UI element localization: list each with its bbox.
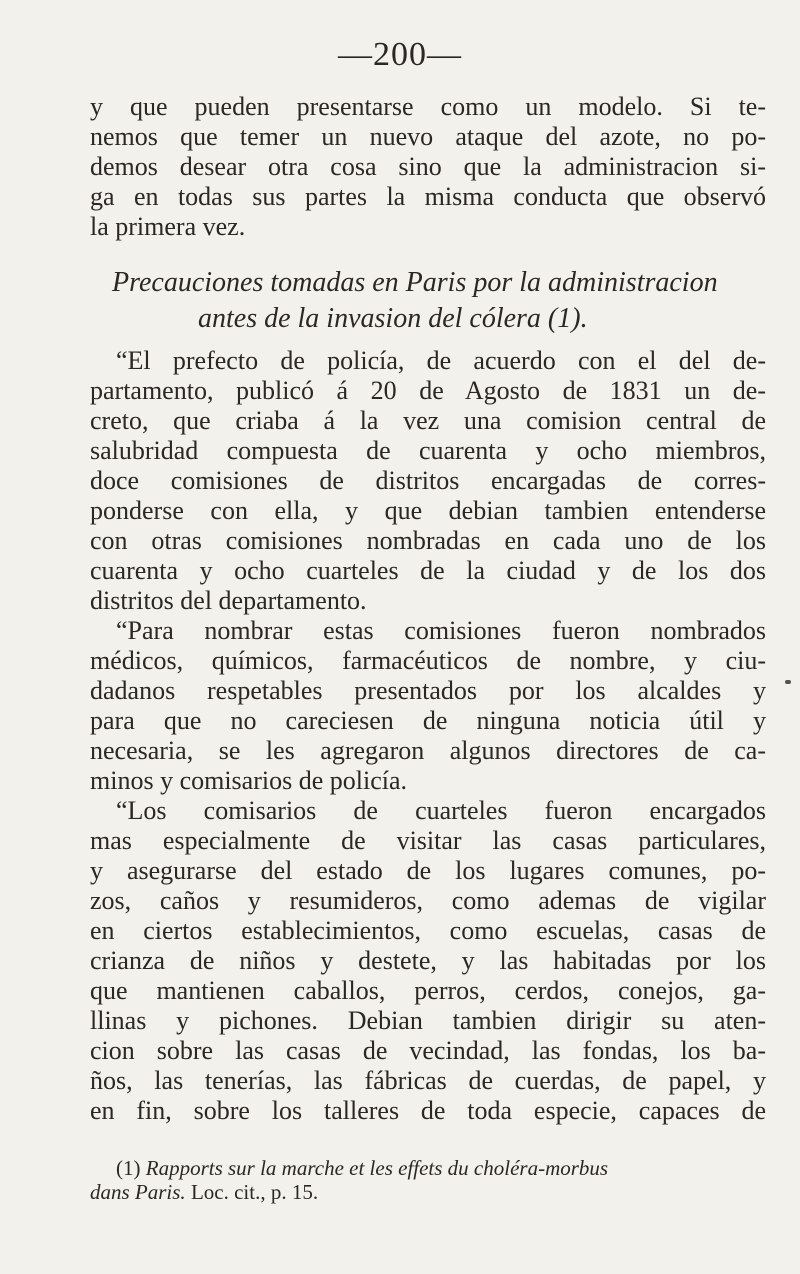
text-line: con otras comisiones nombradas en cada uno de los <box>90 526 766 555</box>
text-line: creto, que criaba á la vez una comision central de <box>90 406 766 435</box>
page-number: —200— <box>338 36 462 73</box>
ink-speck <box>785 680 791 684</box>
text-line: y que pueden presentarse como un modelo. Si te- <box>90 92 766 121</box>
text-line: zos, caños y resumideros, como ademas de vigilar <box>90 886 766 915</box>
text-line: minos y comisarios de policía. <box>90 766 408 795</box>
text-line: salubridad compuesta de cuarenta y ocho miembros, <box>90 436 766 465</box>
text-line: y asegurarse del estado de los lugares comunes, po- <box>90 856 766 885</box>
footnote-title-cont: dans Paris. <box>90 1180 186 1204</box>
text-line: para que no careciesen de ninguna noticia útil y <box>90 706 766 735</box>
text-line: llinas y pichones. Debian tambien dirigir su aten- <box>90 1006 766 1035</box>
footnote-reference: Loc. cit., p. 15. <box>190 1180 319 1204</box>
text-line: dadanos respetables presentados por los alcaldes y <box>90 676 766 705</box>
text-line: partamento, publicó á 20 de Agosto de 1831 un de- <box>90 376 766 405</box>
text-line: mas especialmente de visitar las casas particulares, <box>90 826 766 855</box>
paragraph-1 <box>90 92 766 242</box>
text-line: médicos, químicos, farmacéuticos de nombre, y ciu- <box>90 646 766 675</box>
text-line: crianza de niños y destete, y las habitadas por los <box>90 946 766 975</box>
paragraph-3 <box>90 616 766 796</box>
text-line: “El prefecto de policía, de acuerdo con el del de- <box>116 346 766 375</box>
text-line: que mantienen caballos, perros, cerdos, conejos, ga- <box>90 976 766 1005</box>
footnote <box>90 1156 766 1204</box>
paragraph-2 <box>90 346 766 616</box>
heading-line: Precauciones tomadas en Paris por la administracion <box>112 267 718 298</box>
text-line: doce comisiones de distritos encargadas de corres- <box>90 466 766 495</box>
text-line: ños, las tenerías, las fábricas de cuerdas, de papel, y <box>90 1066 766 1095</box>
footnote-line <box>90 1180 766 1204</box>
text-line: ga en todas sus partes la misma conducta que observó <box>90 182 766 211</box>
text-line: “Los comisarios de cuarteles fueron encargados <box>116 796 766 825</box>
text-line: cion sobre las casas de vecindad, las fondas, los ba- <box>90 1036 766 1065</box>
text-line: en ciertos establecimientos, como escuelas, casas de <box>90 916 766 945</box>
footnote-title: Rapports sur la marche et les effets du choléra-morbus <box>145 1156 609 1180</box>
text-line: “Para nombrar estas comisiones fueron nombrados <box>116 616 766 645</box>
footnote-line <box>90 1156 766 1180</box>
heading-line: antes de la invasion del cólera (1). <box>198 303 588 334</box>
text-line: necesaria, se les agregaron algunos directores de ca- <box>90 736 766 765</box>
text-line: en fin, sobre los talleres de toda especie, capaces de <box>90 1096 766 1125</box>
text-line: demos desear otra cosa sino que la administracion si- <box>90 152 766 181</box>
section-heading <box>90 266 766 338</box>
text-line: nemos que temer un nuevo ataque del azote, no po- <box>90 122 766 151</box>
footnote-marker: (1) <box>116 1156 141 1180</box>
text-line: ponderse con ella, y que debian tambien entenderse <box>90 496 766 525</box>
text-line: cuarenta y ocho cuarteles de la ciudad y de los dos <box>90 556 766 585</box>
text-line: distritos del departamento. <box>90 586 367 615</box>
paragraph-4 <box>90 796 766 1126</box>
text-line: la primera vez. <box>90 212 246 241</box>
text-block <box>90 92 766 1204</box>
